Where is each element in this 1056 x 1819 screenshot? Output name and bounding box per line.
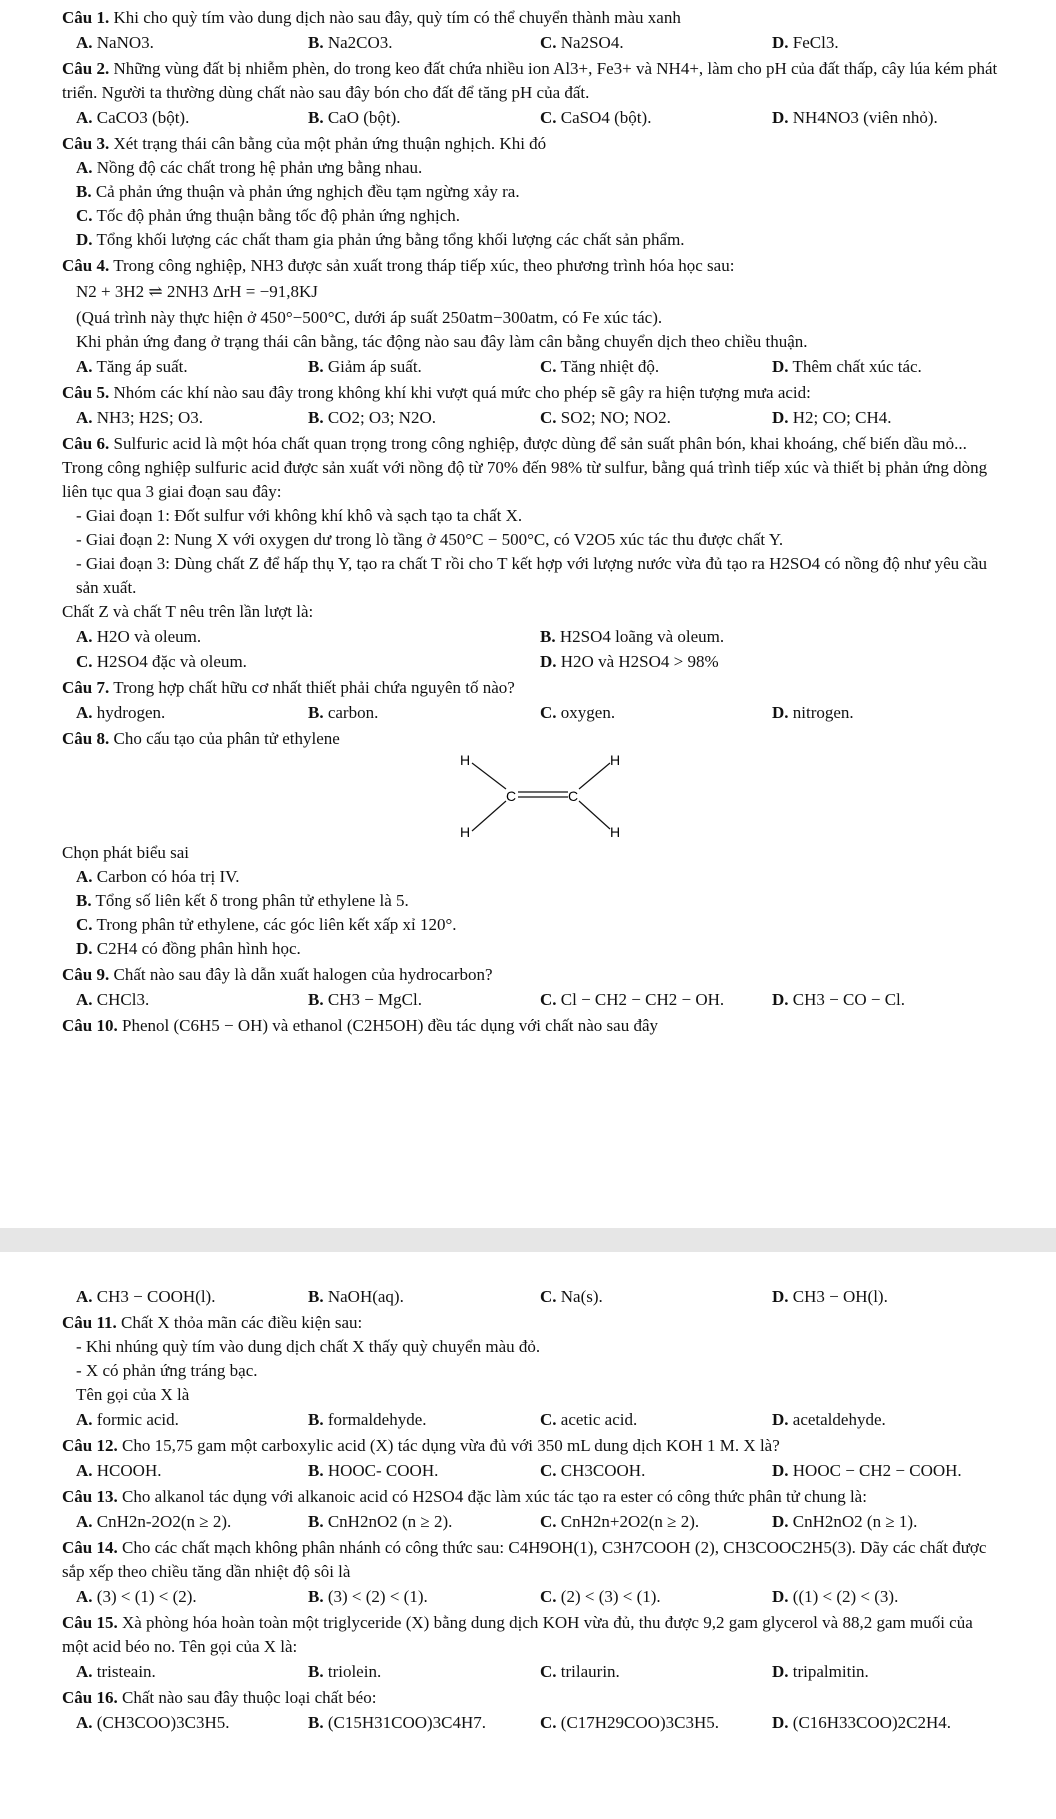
option-a[interactable]: A. NH3; H2S; O3. — [76, 408, 204, 427]
question-8: Câu 8. Cho cấu tạo của phân tử ethylene H H H H C C Chọn phát biểu sai A. Carbon có hóa trị IV. B. Tổng số liên kết δ trong phân tử ethylene là 5. C. Trong phân tử ethylene, các góc liên kết xấp xỉ 120°. D. C2H4 có đồng phân hình học. — [62, 727, 1002, 961]
option-c[interactable]: C. (2) < (3) < (1). — [540, 1587, 661, 1606]
options — [62, 406, 1002, 430]
option-b[interactable]: B. Cả phản ứng thuận và phản ứng nghịch đều tạm ngừng xảy ra. — [76, 182, 520, 201]
options — [62, 106, 1002, 130]
option-d[interactable]: D. CnH2nO2 (n ≥ 1). — [772, 1512, 918, 1531]
option-c[interactable]: C. Tăng nhiệt độ. — [540, 357, 660, 376]
bond-ch-3 — [579, 763, 610, 789]
question-10-options — [62, 1285, 1002, 1309]
options — [62, 1585, 1002, 1609]
step-2: - Giai đoạn 2: Nung X với oxygen dư trong lò tầng ở 450°C − 500°C, có V2O5 xúc tác thu được chất Y. — [76, 530, 784, 549]
atom-h-top-right: H — [610, 752, 621, 768]
option-d[interactable]: D. C2H4 có đồng phân hình học. — [76, 939, 301, 958]
option-b[interactable]: B. (C15H31COO)3C4H7. — [308, 1713, 487, 1732]
option-b[interactable]: B. CO2; O3; N2O. — [308, 408, 436, 427]
exam-part-2 — [62, 1284, 1002, 1737]
exam-part-1 — [62, 6, 1002, 1040]
option-b[interactable]: B. triolein. — [308, 1662, 382, 1681]
option-a[interactable]: A. tristeain. — [76, 1662, 156, 1681]
option-c[interactable]: C. Tốc độ phản ứng thuận bằng tốc độ phản ứng nghịch. — [76, 206, 461, 225]
question-6: Câu 6. Sulfuric acid là một hóa chất quan trọng trong công nghiệp, được dùng để sản suất phân bón, khai khoáng, chế biến dầu mỏ... Trong công nghiệp sulfuric acid được sản xuất với nồng độ từ 70% đến 98% từ sulfur, bằng quá trình tiếp xúc và thiết bị phản ứng dòng liên tục qua 3 giai đoạn sau đây: - Giai đoạn 1: Đốt sulfur với không khí khô và sạch tạo ta chất X. - Giai đoạn 2: Nung X với oxygen dư trong lò tầng ở 450°C − 500°C, có V2O5 xúc tác thu được chất Y. - Giai đoạn 3: Dùng chất Z để hấp thụ Y, tạo ra chất T rồi cho T kết hợp với lượng nước vừa đủ tạo ra H2SO4 có nồng độ như yêu cầu sản xuất. Chất Z và chất T nêu trên lần lượt là: A. H2O và oleum. B. H2SO4 loãng và oleum. C. H2SO4 đặc và oleum. D. H2O và H2SO4 > 98% — [62, 432, 1002, 674]
option-d[interactable]: D. tripalmitin. — [772, 1662, 869, 1681]
option-d[interactable]: D. nitrogen. — [772, 703, 854, 722]
option-b[interactable]: B. CnH2nO2 (n ≥ 2). — [308, 1512, 453, 1531]
page-break — [0, 1228, 1056, 1252]
options — [62, 988, 1002, 1012]
option-c[interactable]: C. Trong phân tử ethylene, các góc liên kết xấp xỉ 120°. — [76, 915, 457, 934]
option-d[interactable]: D. HOOC − CH2 − COOH. — [772, 1461, 962, 1480]
option-c[interactable]: C. CnH2n+2O2(n ≥ 2). — [540, 1512, 700, 1531]
atom-c-right: C — [568, 788, 579, 804]
question-5: Câu 5. Nhóm các khí nào sau đây trong không khí khi vượt quá mức cho phép sẽ gây ra hiện tượng mưa acid: A. NH3; H2S; O3. B. CO2; O3; N2O. C. SO2; NO; NO2. D. H2; CO; CH4. — [62, 381, 1002, 430]
option-d[interactable]: D. H2O và H2SO4 > 98% — [540, 652, 719, 671]
question-11: Câu 11. Chất X thỏa mãn các điều kiện sau: - Khi nhúng quỳ tím vào dung dịch chất X thấy quỳ chuyển màu đỏ. - X có phản ứng tráng bạc. Tên gọi của X là A. formic acid. B. formaldehyde. C. acetic acid. D. acetaldehyde. — [62, 1311, 1002, 1432]
option-d[interactable]: D. FeCl3. — [772, 33, 839, 52]
option-b[interactable]: B. formaldehyde. — [308, 1410, 427, 1429]
equation: N2 + 3H2 ⇌ 2NH3 ΔrH = −91,8KJ — [76, 282, 318, 301]
option-c[interactable]: C. CH3COOH. — [540, 1461, 646, 1480]
options — [62, 1711, 1002, 1735]
options — [62, 31, 1002, 55]
option-d[interactable]: D. CH3 − CO − Cl. — [772, 990, 905, 1009]
option-a[interactable]: A. HCOOH. — [76, 1461, 162, 1480]
option-d[interactable]: D. CH3 − OH(l). — [772, 1287, 888, 1306]
option-b[interactable]: B. CH3 − MgCl. — [308, 990, 422, 1009]
option-c[interactable]: C. oxygen. — [540, 703, 616, 722]
option-c[interactable]: C. Cl − CH2 − CH2 − OH. — [540, 990, 725, 1009]
question-2: Câu 2. Những vùng đất bị nhiễm phèn, do trong keo đất chứa nhiều ion Al3+, Fe3+ và NH4+, làm cho pH của đất thấp, cây lúa kém phát triển. Người ta thường dùng chất nào sau đây bón cho đất để tăng pH của đất. A. CaCO3 (bột). B. CaO (bột). C. CaSO4 (bột). D. NH4NO3 (viên nhỏ). — [62, 57, 1002, 130]
question-14: Câu 14. Cho các chất mạch không phân nhánh có công thức sau: C4H9OH(1), C3H7COOH (2), CH3COOC2H5(3). Dãy các chất được sắp xếp theo chiều tăng dần nhiệt độ sôi là A. (3) < (1) < (2). B. (3) < (2) < (1). C. (2) < (3) < (1). D. ((1) < (2) < (3). — [62, 1536, 1002, 1609]
options — [62, 701, 1002, 725]
option-a[interactable]: A. Nồng độ các chất trong hệ phản ưng bằng nhau. — [76, 158, 423, 177]
option-b[interactable]: B. CaO (bột). — [308, 108, 401, 127]
atom-c-left: C — [506, 788, 517, 804]
options — [62, 1660, 1002, 1684]
option-c[interactable]: C. CaSO4 (bột). — [540, 108, 652, 127]
option-a[interactable]: A. (3) < (1) < (2). — [76, 1587, 197, 1606]
question-13: Câu 13. Cho alkanol tác dụng với alkanoic acid có H2SO4 đặc làm xúc tác tạo ra ester có công thức phân tử chung là: A. CnH2n-2O2(n ≥ 2). B. CnH2nO2 (n ≥ 2). C. CnH2n+2O2(n ≥ 2). D. CnH2nO2 (n ≥ 1). — [62, 1485, 1002, 1534]
option-c[interactable]: C. Na(s). — [540, 1287, 603, 1306]
option-a[interactable]: A. hydrogen. — [76, 703, 166, 722]
atom-h-bottom-right: H — [610, 824, 621, 840]
options — [62, 1510, 1002, 1534]
question-9: Câu 9. Chất nào sau đây là dẫn xuất halogen của hydrocarbon? A. CHCl3. B. CH3 − MgCl. C. Cl − CH2 − CH2 − OH. D. CH3 − CO − Cl. — [62, 963, 1002, 1012]
atom-h-bottom-left: H — [460, 824, 471, 840]
option-c[interactable]: C. trilaurin. — [540, 1662, 620, 1681]
step-1: - Giai đoạn 1: Đốt sulfur với không khí khô và sạch tạo ta chất X. — [76, 506, 523, 525]
ethylene-structure — [62, 751, 1002, 841]
atom-h-top-left: H — [460, 752, 471, 768]
option-a[interactable]: A. CHCl3. — [76, 990, 150, 1009]
option-c[interactable]: C. (C17H29COO)3C3H5. — [540, 1713, 719, 1732]
options-row-2 — [62, 650, 1002, 674]
option-d[interactable]: D. (C16H33COO)2C2H4. — [772, 1713, 951, 1732]
question-4: Câu 4. Trong công nghiệp, NH3 được sản xuất trong tháp tiếp xúc, theo phương trình hóa học sau: N2 + 3H2 ⇌ 2NH3 ΔrH = −91,8KJ (Quá trình này thực hiện ở 450°−500°C, dưới áp suất 250atm−300atm, có Fe xúc tác). Khi phản ứng đang ở trạng thái cân bằng, tác động nào sau đây làm cân bằng chuyển dịch theo chiều thuận. A. Tăng áp suất. B. Giảm áp suất. C. Tăng nhiệt độ. D. Thêm chất xúc tác. — [62, 254, 1002, 379]
step-3: - Giai đoạn 3: Dùng chất Z để hấp thụ Y, tạo ra chất T rồi cho T kết hợp với lượng nước vừa đủ tạo ra H2SO4 có nồng độ như yêu cầu sản xuất. — [76, 554, 987, 597]
option-a[interactable]: A. CaCO3 (bột). — [76, 108, 190, 127]
option-b[interactable]: B. HOOC- COOH. — [308, 1461, 439, 1480]
option-b[interactable]: B. H2SO4 loãng và oleum. — [540, 627, 725, 646]
option-a[interactable]: A. (CH3COO)3C3H5. — [76, 1713, 230, 1732]
option-b[interactable]: B. Tổng số liên kết δ trong phân tử ethylene là 5. — [76, 891, 409, 910]
option-b[interactable]: B. (3) < (2) < (1). — [308, 1587, 428, 1606]
option-d[interactable]: D. Thêm chất xúc tác. — [772, 357, 922, 376]
option-d[interactable]: D. acetaldehyde. — [772, 1410, 886, 1429]
bond-ch-2 — [472, 801, 506, 831]
question-12: Câu 12. Cho 15,75 gam một carboxylic acid (X) tác dụng vừa đủ với 350 mL dung dịch KOH 1 M. X là? A. HCOOH. B. HOOC- COOH. C. CH3COOH. D. HOOC − CH2 − COOH. — [62, 1434, 1002, 1483]
option-a[interactable]: A. formic acid. — [76, 1410, 179, 1429]
condition-note: (Quá trình này thực hiện ở 450°−500°C, dưới áp suất 250atm−300atm, có Fe xúc tác). — [76, 308, 663, 327]
bond-ch-4 — [579, 801, 610, 829]
question-1: Câu 1. Khi cho quỳ tím vào dung dịch nào sau đây, quỳ tím có thể chuyển thành màu xanh A. NaNO3. B. Na2CO3. C. Na2SO4. D. FeCl3. — [62, 6, 1002, 55]
option-c[interactable]: C. SO2; NO; NO2. — [540, 408, 671, 427]
question-7: Câu 7. Trong hợp chất hữu cơ nhất thiết phải chứa nguyên tố nào? A. hydrogen. B. carbon. C. oxygen. D. nitrogen. — [62, 676, 1002, 725]
options — [62, 1408, 1002, 1432]
option-c[interactable]: C. H2SO4 đặc và oleum. — [76, 652, 247, 671]
option-a[interactable]: A. CnH2n-2O2(n ≥ 2). — [76, 1512, 232, 1531]
question-3: Câu 3. Xét trạng thái cân bằng của một phản ứng thuận nghịch. Khi đó A. Nồng độ các chất trong hệ phản ưng bằng nhau. B. Cả phản ứng thuận và phản ứng nghịch đều tạm ngừng xảy ra. C. Tốc độ phản ứng thuận bằng tốc độ phản ứng nghịch. D. Tổng khối lượng các chất tham gia phản ứng bằng tổng khối lượng các chất sản phẩm. — [62, 132, 1002, 252]
option-b[interactable]: B. carbon. — [308, 703, 379, 722]
options-row-1 — [62, 625, 1002, 649]
option-a[interactable]: A. H2O và oleum. — [76, 627, 202, 646]
option-c[interactable]: C. acetic acid. — [540, 1410, 638, 1429]
option-a[interactable]: A. Carbon có hóa trị IV. — [76, 867, 240, 886]
question-15: Câu 15. Xà phòng hóa hoàn toàn một triglyceride (X) bằng dung dịch KOH vừa đủ, thu được 9,2 gam glycerol và 88,2 gam muối của một acid béo no. Tên gọi của X là: A. tristeain. B. triolein. C. trilaurin. D. tripalmitin. — [62, 1611, 1002, 1684]
option-d[interactable]: D. Tổng khối lượng các chất tham gia phản ứng bằng tổng khối lượng các chất sản phẩm. — [76, 230, 685, 249]
option-b[interactable]: B. Na2CO3. — [308, 33, 393, 52]
question-10-stem: Câu 10. Phenol (C6H5 − OH) và ethanol (C2H5OH) đều tác dụng với chất nào sau đây — [62, 1016, 658, 1035]
option-b[interactable]: B. NaOH(aq). — [308, 1287, 404, 1306]
option-a[interactable]: A. NaNO3. — [76, 33, 154, 52]
option-d[interactable]: D. H2; CO; CH4. — [772, 408, 892, 427]
option-b[interactable]: B. Giảm áp suất. — [308, 357, 422, 376]
option-d[interactable]: D. NH4NO3 (viên nhỏ). — [772, 108, 938, 127]
option-d[interactable]: D. ((1) < (2) < (3). — [772, 1587, 899, 1606]
bond-ch-1 — [472, 763, 506, 789]
options — [62, 355, 1002, 379]
options — [62, 1285, 1002, 1309]
question-16: Câu 16. Chất nào sau đây thuộc loại chất béo: A. (CH3COO)3C3H5. B. (C15H31COO)3C4H7. C. (C17H29COO)3C3H5. D. (C16H33COO)2C2H4. — [62, 1686, 1002, 1735]
option-a[interactable]: A. Tăng áp suất. — [76, 357, 188, 376]
ethylene-diagram — [458, 751, 628, 841]
option-c[interactable]: C. Na2SO4. — [540, 33, 624, 52]
option-a[interactable]: A. CH3 − COOH(l). — [76, 1287, 216, 1306]
options — [62, 1459, 1002, 1483]
